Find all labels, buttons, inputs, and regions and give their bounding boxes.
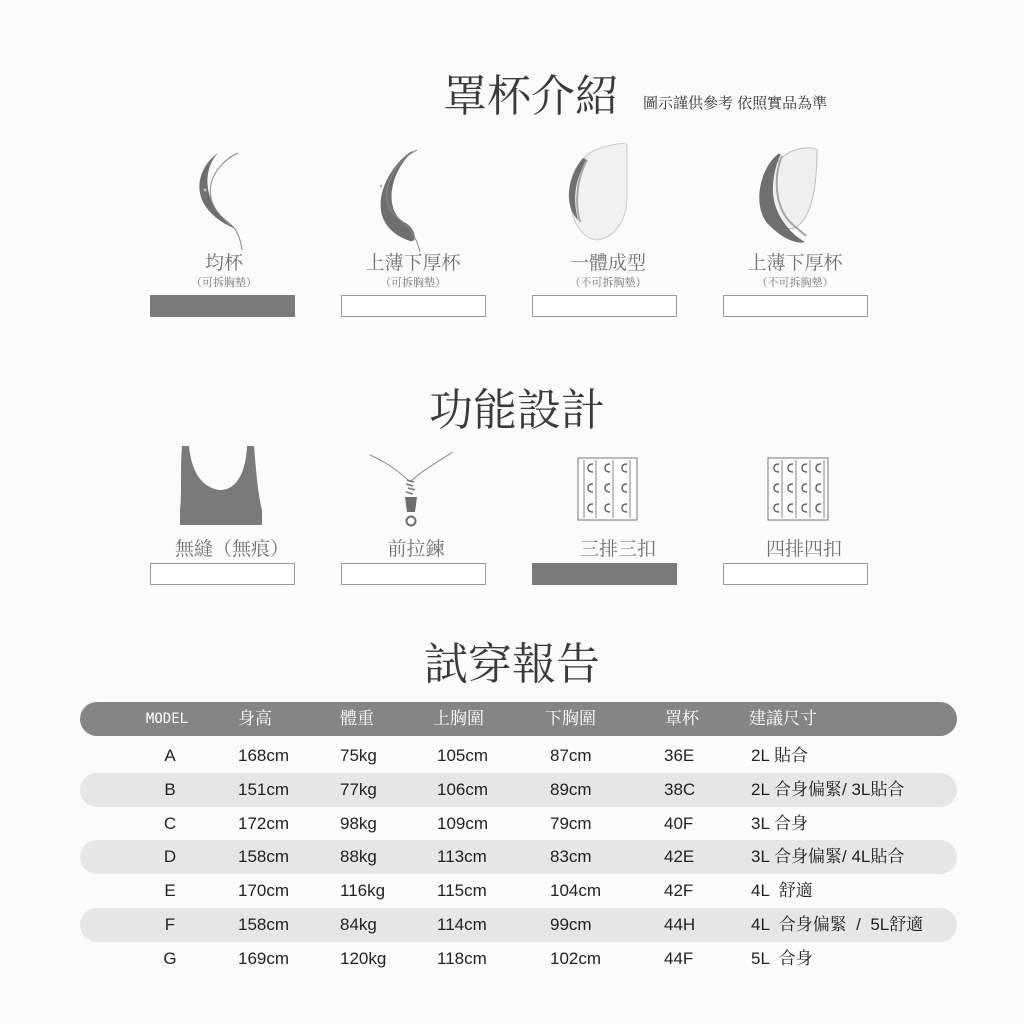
feature-select-box-three-hooks [532,563,677,585]
cell-advice: 3L 合身偏緊/ 4L貼合 [751,847,905,867]
cell-weight: 120kg [340,948,387,968]
cell-advice: 4L 合身偏緊 / 5L舒適 [751,915,924,934]
cell-cup: 36E [664,746,695,765]
header-advice: 建議尺寸 [749,709,817,728]
table-row [80,773,957,807]
cup-select-box-molded [532,295,677,317]
cup-sub-even: （可拆胸墊） [191,277,257,289]
cell-cup: 44H [664,915,696,934]
cup-label-even: 均杯 [204,253,243,274]
cell-underbust: 102cm [550,948,602,968]
feature-select-box-four-hooks [723,563,868,585]
cell-height: 168cm [238,746,290,765]
thin-top-thick-bottom-cup-icon [360,140,435,255]
cup-section-title: 罩杯介紹 [443,72,619,121]
cell-cup: 42E [664,847,695,867]
cell-underbust: 89cm [550,779,592,799]
cell-weight: 75kg [340,746,377,765]
cell-advice: 4L 舒適 [751,881,813,901]
cell-weight: 84kg [340,915,377,934]
three-row-hook-icon [574,454,642,524]
cup-sub-molded: （不可拆胸墊） [569,277,647,289]
reference-note: 圖示謹供參考 依照實品為準 [643,95,828,112]
cell-model: E [164,881,176,901]
cell-height: 170cm [238,881,290,901]
cell-model: F [164,915,176,934]
cell-model: C [163,813,177,833]
feature-select-box-seamless [150,563,295,585]
front-zipper-icon [365,448,460,533]
cell-underbust: 79cm [550,813,592,833]
cell-bust: 115cm [437,881,487,901]
cup-sub-thin-top: （可拆胸墊） [380,277,446,289]
table-header [80,702,957,736]
cell-weight: 98kg [340,813,377,833]
thin-top-thick-bottom-fixed-cup-icon [745,140,825,255]
header-bust: 上胸圍 [433,709,484,728]
feature-label-front-zipper: 前拉鍊 [387,539,445,560]
table-row [80,874,957,908]
cell-model: G [163,948,177,968]
cup-select-box-even [150,295,295,317]
cell-advice: 5L 合身 [751,948,813,968]
header-underbust: 下胸圍 [545,709,596,728]
cell-weight: 116kg [340,881,386,901]
cell-model: D [163,847,177,867]
cell-weight: 77kg [340,779,377,799]
cell-height: 158cm [238,915,290,934]
cell-bust: 114cm [437,915,487,934]
cell-model: B [164,779,176,799]
table-row [80,840,957,874]
cell-underbust: 87cm [550,746,592,765]
table-row [80,942,957,976]
cell-bust: 106cm [437,779,489,799]
cell-cup: 42F [664,881,694,901]
feature-label-four-hooks: 四排四扣 [765,539,842,560]
table-row [80,739,957,773]
cell-cup: 40F [664,813,694,833]
molded-cup-icon [555,135,635,250]
cell-advice: 3L 合身 [751,813,809,833]
cell-height: 158cm [238,847,290,867]
cell-underbust: 83cm [550,847,592,867]
cell-bust: 105cm [437,746,489,765]
cell-advice: 2L 貼合 [751,746,809,765]
cell-underbust: 104cm [550,881,602,901]
cell-height: 172cm [238,813,290,833]
cell-cup: 38C [664,779,696,799]
header-weight: 體重 [340,709,374,728]
header-cup: 罩杯 [665,709,699,728]
report-section-title: 試穿報告 [424,640,600,689]
cup-label-thin-top-fixed: 上薄下厚杯 [747,253,843,274]
cell-bust: 118cm [437,948,487,968]
cell-model: A [164,746,176,765]
cup-label-molded: 一體成型 [569,253,646,274]
header-model: MODEL [145,711,189,727]
table-row [80,807,957,841]
cup-select-box-thin-top-fixed [723,295,868,317]
cell-height: 169cm [238,948,290,968]
table-row [80,908,957,942]
cup-sub-thin-top-fixed: （不可拆胸墊） [756,277,834,289]
header-height: 身高 [238,709,272,728]
cell-cup: 44F [664,948,694,968]
cell-bust: 109cm [437,813,489,833]
cell-height: 151cm [238,779,290,799]
feature-label-three-hooks: 三排三扣 [579,539,656,560]
feature-section-title: 功能設計 [429,386,605,435]
cell-underbust: 99cm [550,915,592,934]
seamless-bra-icon [175,440,267,530]
cell-bust: 113cm [437,847,487,867]
cup-label-thin-top: 上薄下厚杯 [365,253,461,274]
cell-advice: 2L 合身偏緊/ 3L貼合 [751,779,905,799]
four-row-hook-icon [764,454,832,524]
cup-select-box-thin-top [341,295,486,317]
cell-weight: 88kg [340,847,377,867]
even-cup-icon [180,140,260,255]
feature-label-seamless: 無縫（無痕） [174,539,289,560]
feature-select-box-front-zipper [341,563,486,585]
